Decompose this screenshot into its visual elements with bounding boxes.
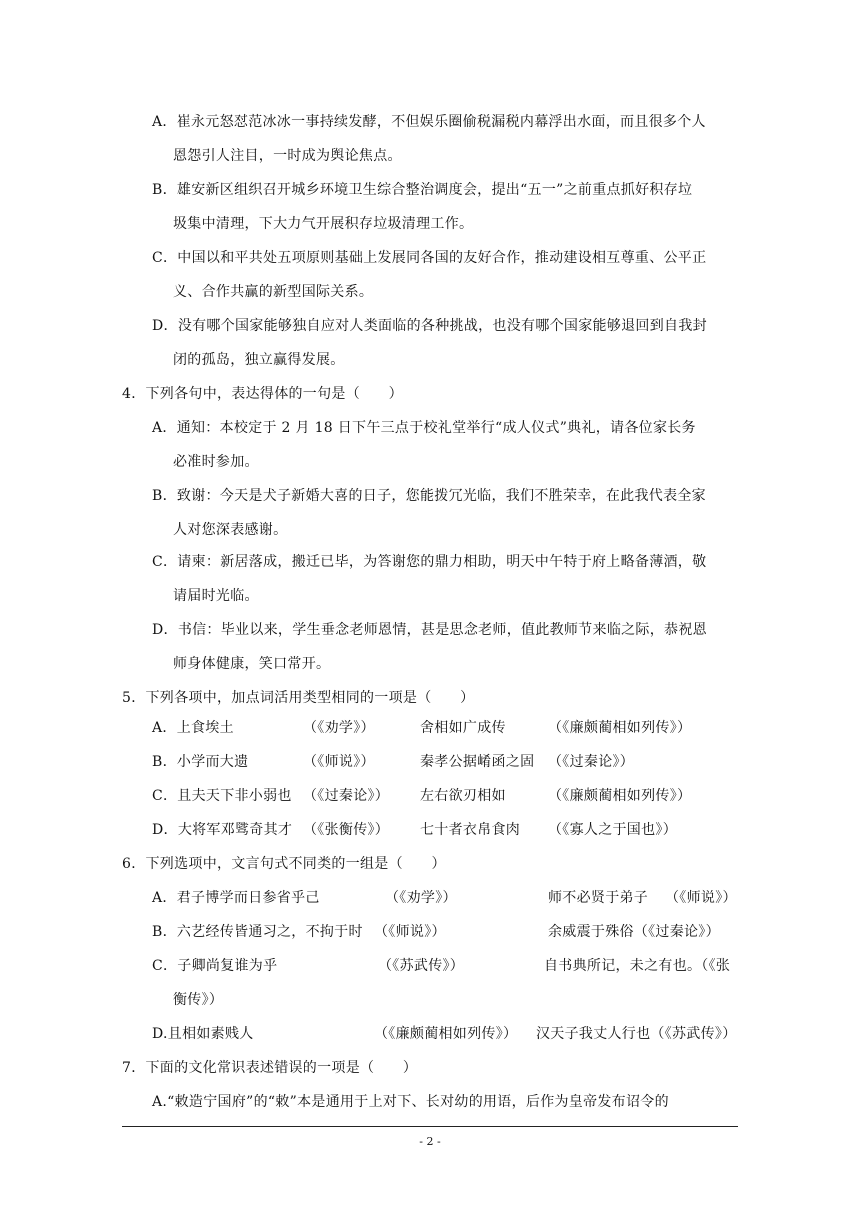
q5-row-a-word: A．上食埃土 (152, 720, 234, 736)
q5-row-b-source2: （《过秦论》） (548, 754, 635, 770)
q6-option-c-sentence: C．子卿尚复谁为乎 (152, 958, 278, 974)
q7-stem: 7．下面的文化常识表述错误的一项是（ ） (122, 1060, 418, 1076)
q3-option-b-line1: B．雄安新区组织召开城乡环境卫生综合整治调度会，提出“五一”之前重点抓好积存垃 (152, 182, 693, 198)
q4-option-a-line1: A．通知：本校定于 2 月 18 日下午三点于校礼堂举行“成人仪式”典礼，请各位家长务 (152, 420, 696, 436)
q4-option-c-line2: 请届时光临。 (173, 588, 259, 604)
q3-option-d-line2: 闭的孤岛，独立赢得发展。 (173, 352, 345, 368)
q5-row-b-word: B．小学而大遗 (152, 754, 249, 770)
q5-row-a-word2: 舍相如广成传 (420, 720, 506, 736)
q6-option-a-sentence: A．君子博学而日参省乎己 (152, 890, 320, 906)
q5-row-c-word: C．且夫天下非小弱也 (152, 788, 292, 804)
q7-option-a-line1: A.“敕造宁国府”的“敕”本是通用于上对下、长对幼的用语，后作为皇帝发布诏令的 (152, 1094, 669, 1110)
q6-option-b-sentence: B．六艺经传皆通习之，不拘于时 (152, 924, 363, 940)
q4-option-d-line1: D．书信：毕业以来，学生垂念老师恩情，甚是思念老师，值此教师节来临之际，恭祝恩 (152, 622, 707, 638)
q5-row-d-source: （《张衡传》） (303, 822, 390, 838)
q5-row-c-word2: 左右欲刃相如 (420, 788, 506, 804)
page-number: - 2 - (419, 1135, 441, 1148)
q6-option-d-source: （《廉颇蔺相如列传》） (374, 1026, 518, 1042)
q6-stem: 6．下列选项中，文言句式不同类的一组是（ ） (122, 856, 446, 872)
q6-option-b-sentence2: 余威震于殊俗（《过秦论》） (548, 924, 720, 940)
q6-option-a-source2: （《师说》） (665, 890, 737, 906)
q6-option-b-source: （《师说》） (374, 924, 446, 940)
q5-row-d-word2: 七十者衣帛食肉 (420, 822, 521, 838)
q4-option-b-line1: B．致谢：今天是犬子新婚大喜的日子，您能拨冗光临，我们不胜荣幸，在此我代表全家 (152, 488, 706, 504)
q3-option-d-line1: D．没有哪个国家能够独自应对人类面临的各种挑战，也没有哪个国家能够退回到自我封 (152, 318, 707, 334)
q5-row-c-source: （《过秦论》） (303, 788, 390, 804)
q6-option-a-sentence2: 师不必贤于弟子 (548, 890, 649, 906)
q5-row-d-word: D．大将军邓骘奇其才 (152, 822, 293, 838)
q4-option-d-line2: 师身体健康，笑口常开。 (173, 656, 331, 672)
q3-option-b-line2: 圾集中清理，下大力气开展积存垃圾清理工作。 (173, 216, 474, 232)
q5-stem: 5．下列各项中，加点词活用类型相同的一项是（ ） (122, 690, 475, 706)
q3-option-c-line1: C．中国以和平共处五项原则基础上发展同各国的友好合作，推动建设相互尊重、公平正 (152, 250, 707, 266)
q3-option-a-line1: A．崔永元怒怼范冰冰一事持续发酵，不但娱乐圈偷税漏税内幕浮出水面，而且很多个人 (152, 114, 706, 130)
q6-option-c-sentence2: 自书典所记，未之有也。（《张 (544, 958, 731, 974)
q5-row-b-word2: 秦孝公据崤函之固 (420, 754, 535, 770)
q5-row-a-source: （《劝学》） (303, 720, 375, 736)
q6-option-c-source: （《苏武传》） (378, 958, 465, 974)
q5-row-c-source2: （《廉颇蔺相如列传》） (548, 788, 692, 804)
q6-option-c-continuation: 衡传》） (173, 992, 224, 1008)
q4-option-c-line1: C．请柬：新居落成，搬迁已毕，为答谢您的鼎力相助，明天中午特于府上略备薄酒，敬 (152, 554, 707, 570)
q5-row-d-source2: （《寡人之于国也》） (548, 822, 677, 838)
q6-option-d-sentence2: 汉天子我丈人行也（《苏武传》） (536, 1026, 737, 1042)
q4-option-b-line2: 人对您深表感谢。 (173, 522, 288, 538)
q4-stem: 4．下列各句中，表达得体的一句是（ ） (122, 386, 403, 402)
q6-option-d-sentence: D.且相如素贱人 (152, 1026, 254, 1042)
q3-option-c-line2: 义、合作共赢的新型国际关系。 (173, 284, 374, 300)
q4-option-a-line2: 必准时参加。 (173, 454, 259, 470)
q3-option-a-line2: 恩怨引人注目，一时成为舆论焦点。 (173, 148, 402, 164)
footer-divider (122, 1126, 738, 1127)
q5-row-b-source: （《师说》） (303, 754, 375, 770)
q5-row-a-source2: （《廉颇蔺相如列传》） (548, 720, 692, 736)
q6-option-a-source: （《劝学》） (385, 890, 457, 906)
